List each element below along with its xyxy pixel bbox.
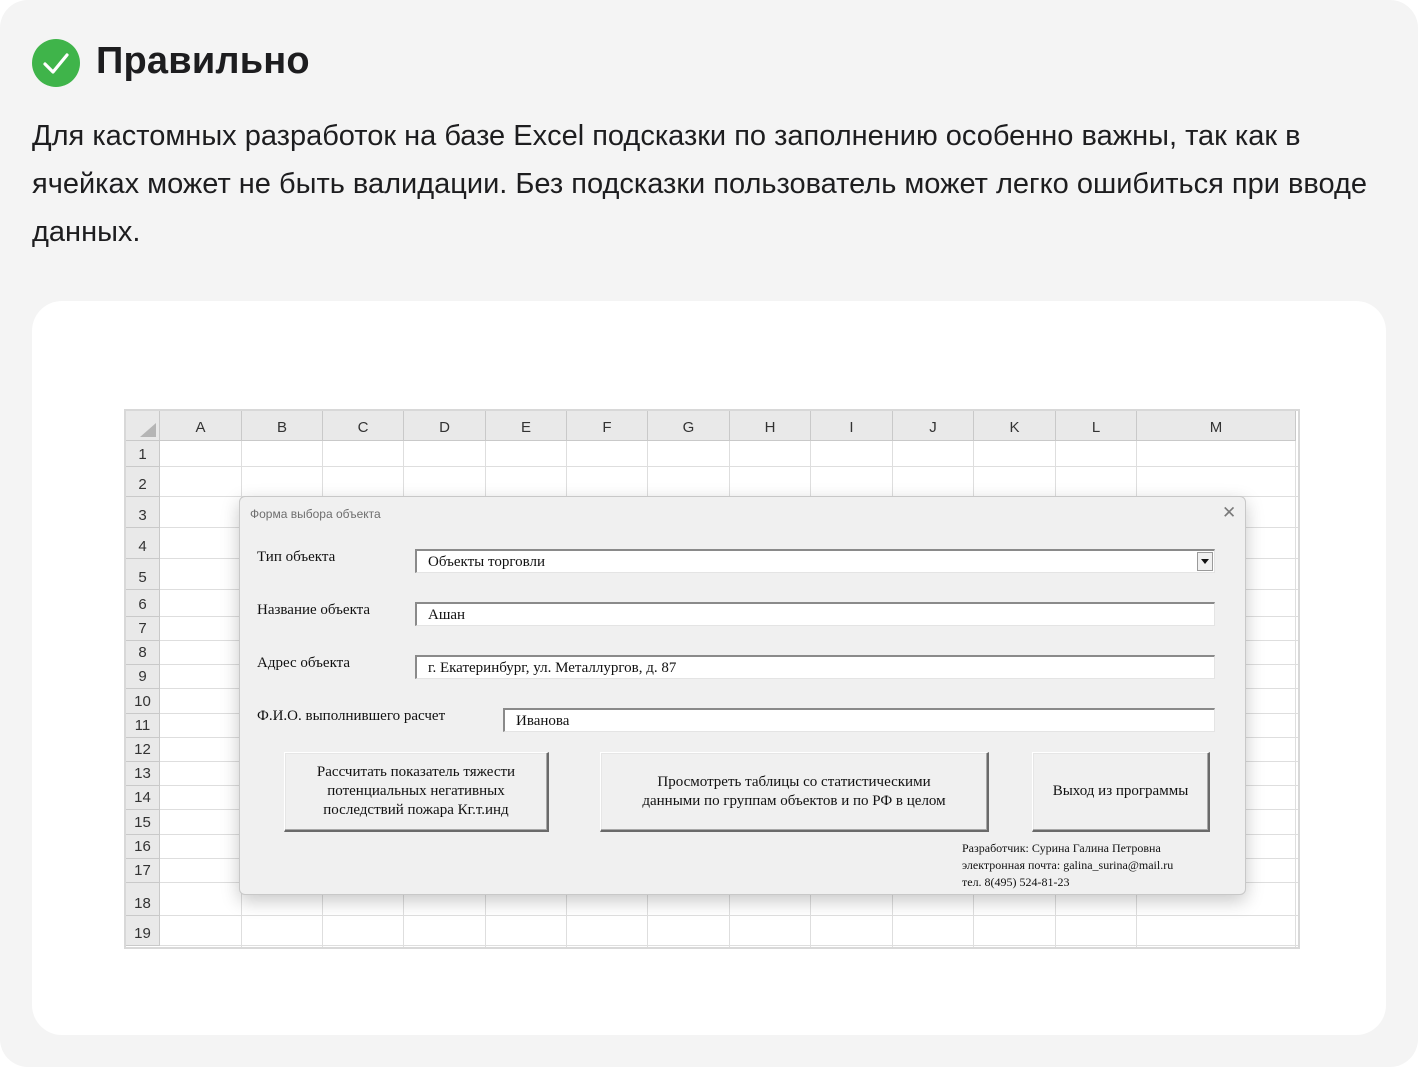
row-header-2[interactable]: 2 [126, 467, 160, 497]
row-header-1[interactable]: 1 [126, 441, 160, 467]
dialog-title: Форма выбора объекта [250, 507, 381, 521]
row-header-16[interactable]: 16 [126, 835, 160, 859]
column-header-k[interactable]: K [974, 411, 1056, 441]
developer-name: Разработчик: Сурина Галина Петровна [962, 841, 1161, 855]
column-header-f[interactable]: F [567, 411, 648, 441]
row-header-11[interactable]: 11 [126, 714, 160, 738]
column-header-h[interactable]: H [730, 411, 811, 441]
column-header-a[interactable]: A [160, 411, 242, 441]
view-tables-button[interactable]: Просмотреть таблицы со статистическими данными по группам объектов и по РФ в целом [600, 752, 989, 832]
row-header-5[interactable]: 5 [126, 559, 160, 590]
object-name-label: Название объекта [257, 602, 371, 618]
select-all-corner[interactable] [126, 411, 160, 441]
section-description: Для кастомных разработок на базе Excel подсказки по заполнению особенно важны, так как в ячейках может не быть валидации. Без подсказки пользователь может легко ошибиться при вводе данных. [32, 120, 1368, 248]
object-type-value: Объекты торговли [428, 554, 546, 570]
row-header-7[interactable]: 7 [126, 617, 160, 641]
column-header-j[interactable]: J [893, 411, 974, 441]
object-address-input[interactable]: г. Екатеринбург, ул. Металлургов, д. 87 [415, 655, 1215, 679]
object-type-select[interactable] [415, 549, 1215, 573]
calculate-button[interactable]: Рассчитать показатель тяжести потенциальных негативных последствий пожара Кг.т.инд [284, 752, 549, 832]
row-header-8[interactable]: 8 [126, 641, 160, 665]
row-header-15[interactable]: 15 [126, 810, 160, 835]
object-selection-dialog [239, 496, 1246, 895]
column-header-i[interactable]: I [811, 411, 893, 441]
grid-row-line [160, 945, 1298, 946]
column-header-m[interactable]: M [1137, 411, 1296, 441]
row-header-14[interactable]: 14 [126, 786, 160, 810]
row-header-17[interactable]: 17 [126, 859, 160, 883]
close-icon[interactable]: ✕ [1222, 503, 1237, 522]
row-header-6[interactable]: 6 [126, 590, 160, 617]
section-title: Правильно [96, 40, 310, 82]
row-header-10[interactable]: 10 [126, 689, 160, 714]
row-header-13[interactable]: 13 [126, 762, 160, 786]
object-type-label: Тип объекта [257, 549, 336, 565]
grid-row-line [160, 915, 1298, 916]
row-header-19[interactable]: 19 [126, 916, 160, 946]
column-header-d[interactable]: D [404, 411, 486, 441]
column-header-c[interactable]: C [323, 411, 404, 441]
developer-info [962, 840, 1173, 891]
fio-input[interactable]: Иванова [503, 708, 1215, 732]
fio-label: Ф.И.О. выполнившего расчет [257, 708, 446, 724]
grid-column-line [1295, 441, 1296, 947]
row-header-4[interactable]: 4 [126, 528, 160, 559]
row-header-9[interactable]: 9 [126, 665, 160, 689]
developer-email: электронная почта: galina_surina@mail.ru [962, 858, 1174, 872]
column-header-b[interactable]: B [242, 411, 323, 441]
row-header-12[interactable]: 12 [126, 738, 160, 762]
grid-row-line [160, 466, 1298, 467]
chevron-down-icon[interactable] [1197, 552, 1213, 571]
row-header-18[interactable]: 18 [126, 883, 160, 916]
column-header-l[interactable]: L [1056, 411, 1137, 441]
check-circle-icon [32, 39, 80, 87]
object-address-label: Адрес объекта [257, 655, 351, 671]
column-header-g[interactable]: G [648, 411, 730, 441]
row-header-3[interactable]: 3 [126, 497, 160, 528]
column-header-e[interactable]: E [486, 411, 567, 441]
exit-button[interactable]: Выход из программы [1032, 752, 1210, 832]
developer-phone: тел. 8(495) 524-81-23 [962, 875, 1070, 889]
object-name-input[interactable]: Ашан [415, 602, 1215, 626]
